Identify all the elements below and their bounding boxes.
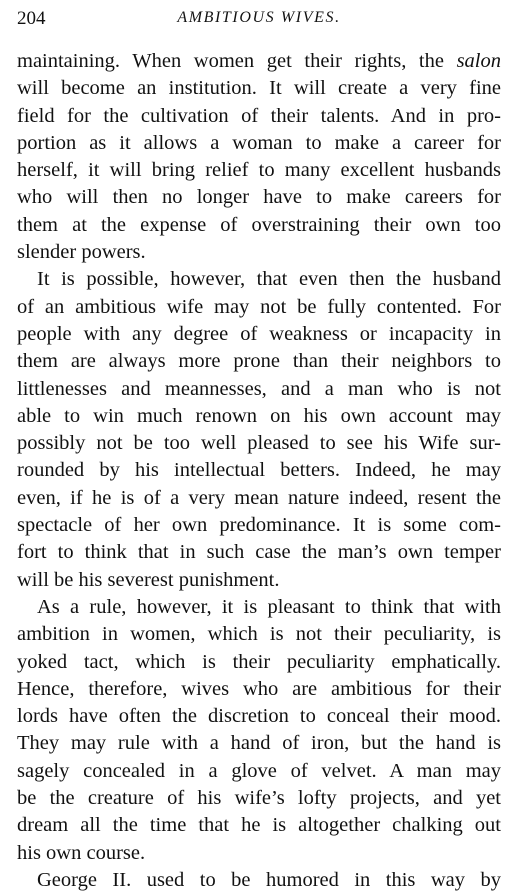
text-line: ambition in women, which is not their peculiarity, is — [17, 623, 501, 646]
body-text — [17, 48, 501, 894]
paragraph — [17, 867, 501, 894]
text-line: dream all the time that he is altogether chalking out — [17, 814, 501, 837]
paragraph — [17, 48, 501, 266]
text-line: be the creature of his wife’s lofty projects, and yet — [17, 787, 501, 810]
text-line: fort to think that in such case the man’s own temper — [17, 541, 501, 564]
text-line: them at the expense of overstraining their own too — [17, 213, 501, 236]
text-line: even, if he is of a very mean nature indeed, resent the — [17, 486, 501, 509]
text-line: possibly not be too well pleased to see his Wife sur- — [17, 432, 501, 455]
text-line: slender powers. — [17, 241, 146, 264]
text-line: will become an institution. It will create a very fine — [17, 77, 501, 100]
text-line: spectacle of her own predominance. It is some com- — [17, 514, 501, 537]
page-header — [17, 6, 501, 34]
text-line: It is possible, however, that even then the husband — [37, 268, 501, 291]
text-line: people with any degree of weakness or incapacity in — [17, 322, 501, 345]
text-line: As a rule, however, it is pleasant to think that with — [37, 595, 501, 618]
text-line: littlenesses and meannesses, and a man who is not — [17, 377, 501, 400]
book-page — [17, 6, 501, 894]
text-line: of an ambitious wife may not be fully contented. For — [17, 295, 501, 318]
page-number: 204 — [17, 8, 46, 29]
text-line: field for the cultivation of their talents. And in pro- — [17, 104, 501, 127]
text-line: Hence, therefore, wives who are ambitious for their — [17, 677, 501, 700]
text-line: sagely concealed in a glove of velvet. A man may — [17, 759, 501, 782]
paragraph — [17, 594, 501, 867]
text-line: George II. used to be humored in this way by — [37, 868, 501, 891]
text-line: They may rule with a hand of iron, but the hand is — [17, 732, 501, 755]
text-line: them are always more prone than their neighbors to — [17, 350, 501, 373]
text-line: herself, it will bring relief to many excellent husbands — [17, 159, 501, 182]
text-line: lords have often the discretion to conceal their mood. — [17, 705, 501, 728]
text-line: rounded by his intellectual betters. Indeed, he may — [17, 459, 501, 482]
text-line: portion as it allows a woman to make a career for — [17, 131, 501, 154]
paragraph — [17, 266, 501, 594]
text-line: able to win much renown on his own account may — [17, 404, 501, 427]
italic-word: salon — [456, 50, 501, 72]
text-line: yoked tact, which is their peculiarity emphatically. — [17, 650, 501, 673]
text-line: who will then no longer have to make careers for — [17, 186, 501, 209]
text-line: maintaining. When women get their rights, the salon — [17, 50, 501, 72]
running-head: AMBITIOUS WIVES. — [177, 9, 341, 26]
text-line: will be his severest punishment. — [17, 568, 280, 591]
text-line: his own course. — [17, 841, 146, 864]
